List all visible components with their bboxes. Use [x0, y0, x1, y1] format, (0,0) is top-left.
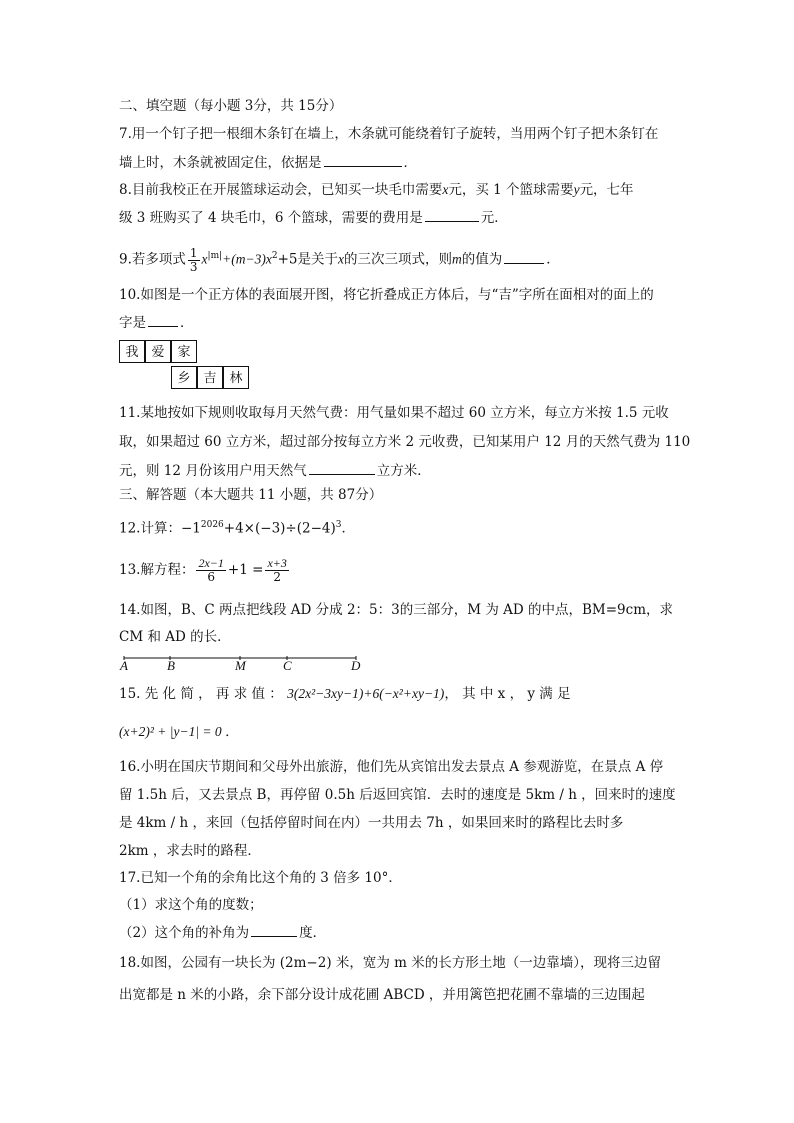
q8-text-a: 8.目前我校正在开展篮球运动会，已知买一块毛巾需要 — [119, 182, 443, 198]
q15-line-2: (x+2)² + |y−1| = 0 ． — [119, 724, 239, 739]
fraction-numerator: 2x−1 — [198, 556, 224, 570]
exponent: 2026 — [200, 520, 224, 530]
net-cell: 乡 — [171, 366, 197, 389]
q15-expression: 3(2x²−3xy−1)+6(−x²+xy−1) — [287, 686, 445, 701]
net-cell: 爱 — [145, 340, 171, 363]
q18-line-2: 出宽都是 n 米的小路，余下部分设计成花圃 ABCD ，并用篱笆把花圃不靠墙的三边围起 — [119, 987, 645, 1003]
q17-line-1: 17.已知一个角的余角比这个角的 3 倍多 10°． — [119, 870, 402, 886]
q8-line-1 — [119, 180, 634, 200]
answer-blank — [504, 249, 544, 264]
net-cell: 吉 — [197, 366, 223, 389]
fraction-denominator: 2 — [273, 570, 281, 584]
q15-line-1 — [119, 684, 674, 704]
q11-line-2: 取，如果超过 60 立方米，超过部分按每立方米 2 元收费，已知某用户 12 月的天然气费为 110 — [119, 434, 691, 450]
fraction-denominator: 3 — [189, 259, 198, 274]
point-label: B — [167, 658, 175, 673]
q15-text-b: ， 其 中 x ， y 满 足 — [444, 686, 571, 702]
q10-end: ． — [180, 315, 194, 331]
point-label: C — [283, 658, 292, 673]
q11-line-1: 11.某地按如下规则收取每月天然气费：用气量如果不超过 60 立方米，每立方米按 1.5 元收 — [119, 405, 669, 421]
exponent: |m| — [207, 251, 223, 261]
exponent: 3 — [335, 520, 342, 530]
var-x: x — [201, 251, 208, 267]
q16-line-1: 16.小明在国庆节期间和父母外出旅游，他们先从宾馆出发去景点 A 参观游览，在景点 A 停 — [119, 759, 664, 775]
q12-end: ． — [341, 520, 355, 537]
q13-text: 13.解方程： — [119, 562, 195, 578]
q16-line-2: 留 1.5h 后，又去景点 B，再停留 0.5h 后返回宾馆．去时的速度是 5km / h ，回来时的速度 — [119, 787, 676, 803]
q14-line-2: CM 和 AD 的长． — [119, 629, 231, 645]
section-3-title: 三、解答题（本大题共 11 小题，共 87分） — [119, 487, 383, 503]
q7-line-2 — [119, 152, 417, 173]
q7-end: ． — [403, 155, 417, 171]
var-x: x — [337, 251, 344, 267]
q12-line — [119, 515, 355, 539]
q9-line — [119, 243, 560, 274]
q17-text: （2）这个角的补角为 — [119, 925, 250, 941]
q13-expression: +1 = — [227, 562, 264, 578]
answer-blank — [309, 460, 375, 475]
q11-line-3 — [119, 460, 431, 481]
net-cell: 林 — [223, 366, 249, 389]
q11-end: 立方米． — [376, 463, 431, 479]
point-label: A — [120, 658, 128, 673]
q8-text: 级 3 班购买了 4 块毛巾，6 个篮球，需要的费用是 — [119, 210, 423, 226]
q17-end: 度． — [299, 925, 327, 941]
answer-blank — [251, 922, 297, 937]
q7-line-1: 7.用一个钉子把一根细木条钉在墙上，木条就可能绕着钉子旋转，当用两个钉子把木条钉在 — [119, 126, 659, 142]
q14-line-1: 14.如图，B、C 两点把线段 AD 分成 2：5：3的三部分，M 为 AD 的中点，BM=9cm，求 — [119, 602, 674, 618]
q15-text: 15. 先 化 简 ， 再 求 值 ： — [119, 686, 283, 702]
q10-line-2 — [119, 312, 194, 333]
q16-line-3: 是 4km / h ，来回（包括停留时间在内）一共用去 7h ，如果回来时的路程比去时多 — [119, 815, 624, 831]
q9-text-d: 的值为 — [461, 251, 503, 268]
answer-blank — [324, 152, 402, 167]
net-cell: 家 — [171, 340, 197, 363]
answer-blank — [425, 207, 479, 222]
q11-text: 元，则 12 月份该用户用天然气 — [119, 463, 307, 479]
segment-svg — [122, 656, 372, 676]
point-label: M — [235, 658, 246, 673]
q12-text: 12.计算：−1 — [119, 520, 201, 537]
q10-line-1: 10.如图是一个正方体的表面展开图，将它折叠成正方体后，与“吉”字所在面相对的面上的 — [119, 287, 654, 303]
var-m: m — [451, 251, 462, 267]
q7-text: 墙上时，木条就被固定住，依据是 — [119, 155, 322, 171]
var-x: x — [442, 182, 449, 197]
q18-line-1: 18.如图，公园有一块长为 (2m−2) 米，宽为 m 米的长方形土地（一边靠墙），现将三边留 — [119, 955, 662, 971]
q8-text-b: 元，买 1 个篮球需要 — [448, 182, 574, 198]
point-label: D — [351, 658, 361, 673]
q9-text-b: +5是关于 — [277, 251, 338, 268]
q17-line-2: （1）求这个角的度数； — [119, 897, 263, 913]
q8-text-c: 元，七年 — [579, 182, 634, 198]
exponent: 2 — [271, 251, 278, 261]
q17-line-3 — [119, 922, 326, 943]
var-y: y — [573, 182, 580, 197]
answer-blank — [148, 312, 178, 327]
fraction — [265, 557, 288, 584]
net-cell: 我 — [119, 340, 145, 363]
fraction — [188, 247, 200, 274]
section-2-title: 二、填空题（每小题 3分，共 15分） — [119, 98, 343, 114]
q8-line-2 — [119, 207, 508, 228]
fraction-numerator: x+3 — [267, 556, 287, 570]
q12-expression: +4×(−3)÷(2−4) — [223, 520, 336, 537]
q10-text: 字是 — [119, 315, 146, 331]
q9-end: ． — [546, 251, 560, 268]
q9-text: 9.若多项式 — [119, 251, 186, 268]
q13-line — [119, 556, 291, 584]
q9-expression: +(m−3)x — [222, 251, 272, 267]
q9-text-c: 的三次三项式，则 — [343, 251, 452, 268]
fraction-denominator: 6 — [207, 570, 216, 584]
line-segment-figure — [122, 656, 372, 680]
q16-line-4: 2km ，求去时的路程． — [119, 843, 261, 859]
fraction-numerator: 1 — [189, 245, 198, 260]
fraction — [196, 557, 225, 584]
q8-end: 元． — [480, 210, 508, 226]
